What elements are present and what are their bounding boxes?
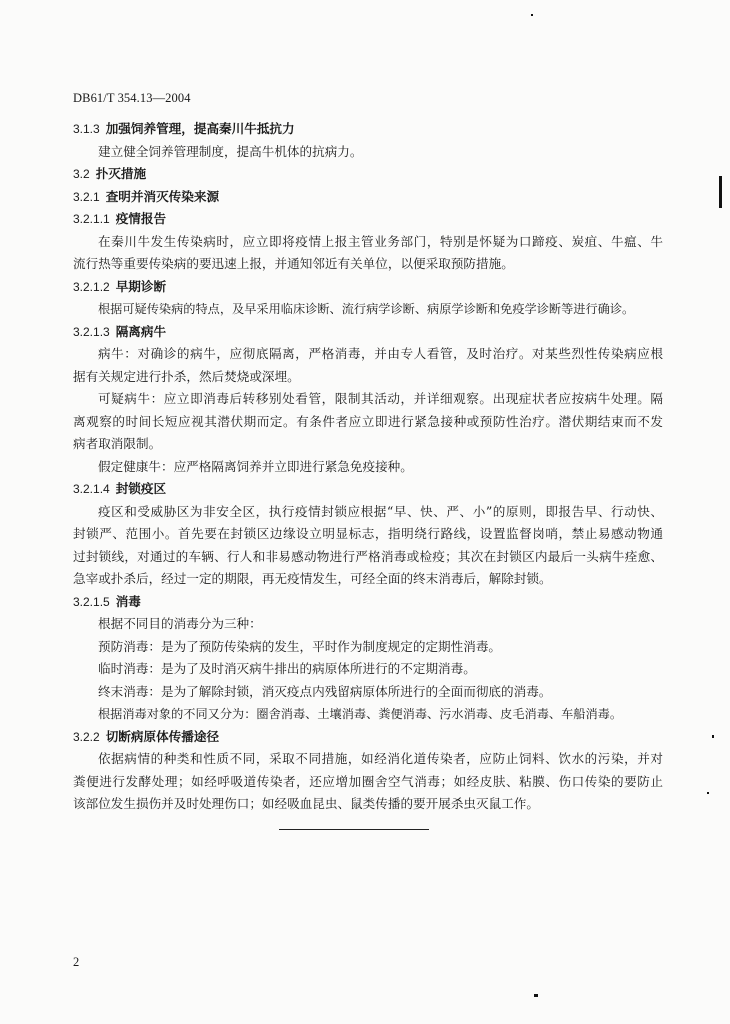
section-title: 加强饲养管理，提高秦川牛抵抗力 bbox=[105, 121, 295, 136]
section-number: 3.1.3 bbox=[73, 122, 100, 136]
paragraph-line: 建立健全饲养管理制度，提高牛机体的抗病力。 bbox=[98, 143, 363, 159]
section-heading-3-1-3 bbox=[73, 118, 663, 141]
document-body bbox=[73, 118, 663, 816]
paragraph-line: 病牛：对确诊的病牛，应彻底隔离，严格消毒，并由专人看管，及时治疗。对某些烈性传染病应根 bbox=[98, 346, 663, 361]
section-title: 查明并消灭传染来源 bbox=[105, 188, 220, 204]
section-heading-3-2 bbox=[73, 163, 663, 186]
section-title: 疫情报告 bbox=[115, 211, 167, 226]
paragraph-line: 离观察的时间长短应视其潜伏期而定。有条件者应立即进行紧急接种或预防性治疗。潜伏期结束而不发 bbox=[73, 413, 663, 429]
paragraph-line: 病者取消限制。 bbox=[73, 436, 162, 451]
section-number: 3.2.1.2 bbox=[73, 279, 110, 294]
section-number: 3.2.2 bbox=[73, 729, 100, 744]
scan-artifact-dot bbox=[707, 792, 709, 794]
section-number: 3.2.1.3 bbox=[73, 324, 110, 339]
document-id: DB61/T 354.13—2004 bbox=[73, 91, 191, 105]
paragraph-line: 依据病情的种类和性质不同，采取不同措施，如经消化道传染者，应防止饲料、饮水的污染，并对 bbox=[98, 751, 663, 766]
section-number: 3.2.1.4 bbox=[73, 482, 110, 496]
paragraph-line: 据有关规定进行扑杀，然后焚烧或深埋。 bbox=[73, 368, 300, 384]
paragraph-line: 流行热等重要传染病的要迅速上报，并通知邻近有关单位，以便采取预防措施。 bbox=[73, 256, 514, 271]
section-number: 3.2.1 bbox=[73, 189, 100, 204]
paragraph-line: 可疑病牛：应立即消毒后转移别处看管，限制其活动，并详细观察。出现症状者应按病牛处理。隔 bbox=[98, 391, 663, 406]
section-heading-3-2-2 bbox=[73, 726, 663, 749]
section-title: 消毒 bbox=[115, 593, 141, 609]
paragraph-line: 过封锁线，对通过的车辆、行人和非易感动物进行严格消毒或检疫；其次在封锁区内最后一头病牛痊愈、 bbox=[73, 548, 663, 564]
paragraph-line: 预防消毒：是为了预防传染病的发生，平时作为制度规定的定期性消毒。 bbox=[98, 638, 501, 654]
section-heading-3-2-1 bbox=[73, 186, 663, 209]
section-number: 3.2 bbox=[73, 167, 90, 181]
paragraph-line: 封锁严、范围小。首先要在封锁区边缘设立明显标志，指明绕行路线，设置监督岗哨，禁止易感动物通 bbox=[73, 526, 663, 541]
paragraph-line: 根据可疑传染病的特点，及早采用临床诊断、流行病学诊断、病原学诊断和免疫学诊断等进行确诊。 bbox=[98, 302, 635, 316]
section-title: 封锁疫区 bbox=[115, 481, 167, 496]
section-title: 切断病原体传播途径 bbox=[105, 728, 220, 744]
scan-artifact-dot bbox=[531, 14, 533, 16]
paragraph-line: 终末消毒：是为了解除封锁，消灭疫点内残留病原体所进行的全面而彻底的消毒。 bbox=[98, 683, 552, 699]
section-title: 隔离病牛 bbox=[115, 323, 167, 339]
paragraph-line: 急宰或扑杀后，经过一定的期限，再无疫情发生，可经全面的终末消毒后，解除封锁。 bbox=[73, 571, 552, 586]
paragraph-line: 疫区和受威胁区为非安全区，执行疫情封锁应根据“早、快、严、小”的原则，即报告早、行动快、 bbox=[98, 503, 663, 519]
paragraph-line: 根据消毒对象的不同又分为：圈舍消毒、土壤消毒、粪便消毒、污水消毒、皮毛消毒、车船消毒。 bbox=[98, 707, 623, 721]
paragraph-line: 临时消毒：是为了及时消灭病牛排出的病原体所进行的不定期消毒。 bbox=[98, 661, 476, 676]
paragraph-line: 根据不同目的消毒分为三种： bbox=[98, 616, 262, 631]
section-heading-3-2-1-1 bbox=[73, 208, 663, 231]
section-heading-3-2-1-3 bbox=[73, 321, 663, 344]
paragraph-line: 在秦川牛发生传染病时，应立即将疫情上报主管业务部门，特别是怀疑为口蹄疫、炭疽、牛瘟、牛 bbox=[98, 233, 663, 249]
section-heading-3-2-1-2 bbox=[73, 276, 663, 299]
page-number: 2 bbox=[73, 955, 80, 969]
paragraph-line: 粪便进行发酵处理；如经呼吸道传染者，还应增加圈舍空气消毒；如经皮肤、粘膜、伤口传染的要防止 bbox=[73, 773, 663, 789]
scan-artifact-dot bbox=[534, 994, 538, 997]
end-of-text-rule bbox=[279, 829, 429, 830]
scan-artifact-dot bbox=[712, 735, 714, 738]
paragraph-line: 假定健康牛：应严格隔离饲养并立即进行紧急免疫接种。 bbox=[98, 458, 413, 474]
section-number: 3.2.1.1 bbox=[73, 212, 110, 226]
section-title: 扑灭措施 bbox=[95, 166, 147, 181]
paragraph-line: 该部位发生损伤并及时处理伤口；如经吸血昆虫、鼠类传播的要开展杀虫灭鼠工作。 bbox=[73, 796, 539, 811]
section-heading-3-2-1-4 bbox=[73, 478, 663, 501]
scan-artifact-mark bbox=[719, 176, 722, 208]
section-heading-3-2-1-5 bbox=[73, 591, 663, 614]
section-number: 3.2.1.5 bbox=[73, 594, 110, 609]
section-title: 早期诊断 bbox=[115, 278, 167, 294]
